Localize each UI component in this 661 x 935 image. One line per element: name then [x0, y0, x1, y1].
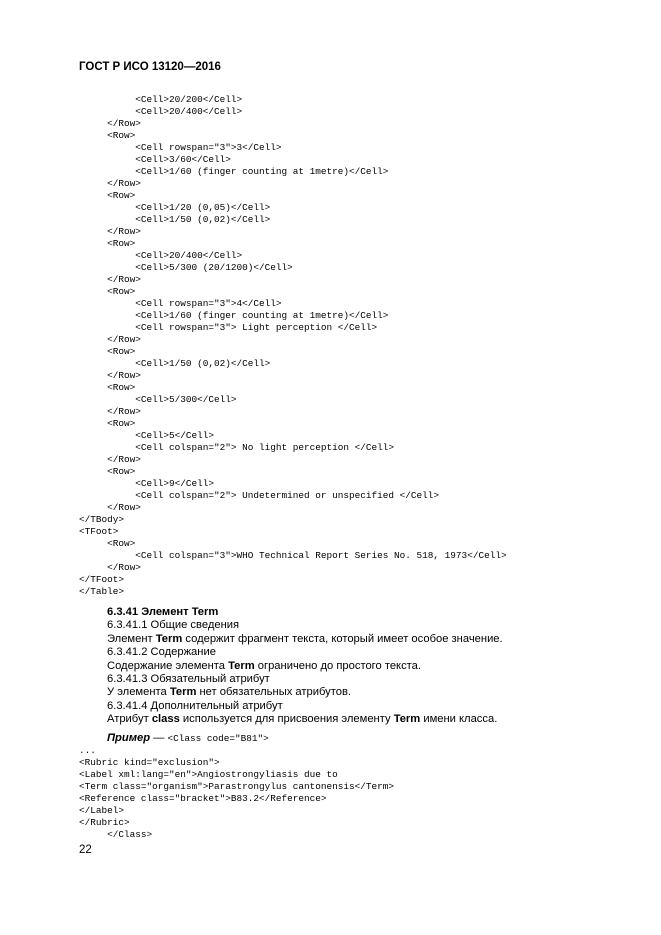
- code-line: </Row>: [79, 370, 141, 381]
- code-line: <Cell colspan="3">WHO Technical Report Series No. 518, 1973</Cell>: [79, 550, 507, 561]
- code-line: </Row>: [79, 334, 141, 345]
- term-keyword: Term: [228, 659, 255, 672]
- code-line: <Row>: [79, 238, 136, 249]
- code-line: <Cell rowspan="3">3</Cell>: [79, 142, 282, 153]
- code-line: <Cell>1/60 (finger counting at 1metre)</Cell>: [79, 166, 389, 177]
- subsection-optional-attribute: 6.3.41.4 Дополнительный атрибут: [107, 699, 283, 712]
- code-line: <Row>: [79, 190, 136, 201]
- code-line: </Row>: [79, 118, 141, 129]
- code-line: <Cell>3/60</Cell>: [79, 154, 231, 165]
- code-line: </Row>: [79, 226, 141, 237]
- code-line: <TFoot>: [79, 526, 119, 537]
- section-term-element: [107, 606, 627, 745]
- text: Элемент: [107, 632, 156, 645]
- paragraph-general: [107, 633, 627, 646]
- code-line: <Cell rowspan="3">4</Cell>: [79, 298, 282, 309]
- code-line: <Cell>9</Cell>: [79, 478, 215, 489]
- text: используется для присвоения элементу: [179, 713, 394, 726]
- subsection-general: 6.3.41.1 Общие сведения: [107, 619, 240, 632]
- subsection-content: 6.3.41.2 Содержание: [107, 646, 216, 659]
- text: У элемента: [107, 686, 170, 699]
- paragraph-required-attribute: [107, 686, 627, 699]
- code-line: <Row>: [79, 130, 136, 141]
- code-line: <Reference class="bracket">B83.2</Reference>: [79, 793, 327, 804]
- code-line: </TBody>: [79, 514, 125, 525]
- code-line: </Row>: [79, 406, 141, 417]
- code-line: </Row>: [79, 454, 141, 465]
- term-keyword: Term: [393, 713, 421, 726]
- document-header: ГОСТ Р ИСО 13120—2016: [79, 61, 221, 73]
- example-code-listing: [79, 745, 639, 841]
- paragraph-content: [107, 660, 627, 673]
- code-line: </Table>: [79, 586, 125, 597]
- code-line: <Row>: [79, 466, 136, 477]
- code-line: <Cell colspan="2"> Undetermined or unspecified </Cell>: [79, 490, 440, 501]
- code-line: <Cell>1/50 (0,02)</Cell>: [79, 358, 271, 369]
- code-line: </Row>: [79, 562, 141, 573]
- subsection-required-attribute: 6.3.41.3 Обязательный атрибут: [107, 673, 270, 686]
- code-line: </Class>: [79, 829, 153, 840]
- example-dash: —: [150, 731, 168, 744]
- code-line: ...: [79, 745, 96, 756]
- code-line: </TFoot>: [79, 574, 125, 585]
- text: ограничено до простого текста.: [254, 659, 421, 672]
- code-line: <Term class="organism">Parastrongylus cantonensis</Term>: [79, 781, 395, 792]
- code-line: <Label xml:lang="en">Angiostrongyliasis due to: [79, 769, 338, 780]
- code-line: <Row>: [79, 286, 136, 297]
- code-line: <Cell>5/300</Cell>: [79, 394, 237, 405]
- text: нет обязательных атрибутов.: [196, 686, 352, 699]
- code-line: <Row>: [79, 346, 136, 357]
- page-number: 22: [79, 844, 92, 856]
- code-line: <Rubric kind="exclusion">: [79, 757, 220, 768]
- code-line: </Row>: [79, 274, 141, 285]
- code-line: <Row>: [79, 538, 136, 549]
- code-line: <Cell>20/400</Cell>: [79, 106, 243, 117]
- text: содержит фрагмент текста, который имеет особое значение.: [182, 632, 503, 645]
- code-line: <Cell>1/60 (finger counting at 1metre)</Cell>: [79, 310, 389, 321]
- code-line: <Cell>20/400</Cell>: [79, 250, 243, 261]
- section-title: 6.3.41 Элемент Term: [107, 606, 219, 618]
- code-line: <Row>: [79, 418, 136, 429]
- code-line: <Row>: [79, 382, 136, 393]
- code-line: </Row>: [79, 178, 141, 189]
- term-keyword: Term: [155, 632, 183, 645]
- code-line: <Cell>5</Cell>: [79, 430, 215, 441]
- text: Содержание элемента: [107, 659, 229, 672]
- text: имени класса.: [420, 713, 498, 726]
- code-line: </Row>: [79, 502, 141, 513]
- code-line: <Cell colspan="2"> No light perception </Cell>: [79, 442, 395, 453]
- paragraph-optional-attribute: [107, 713, 627, 726]
- class-keyword: class: [151, 713, 180, 726]
- example-code: <Class code="B81">: [167, 732, 269, 744]
- xml-code-listing: [79, 94, 639, 598]
- code-line: <Cell>1/50 (0,02)</Cell>: [79, 214, 271, 225]
- code-line: </Rubric>: [79, 817, 130, 828]
- code-line: </Label>: [79, 805, 125, 816]
- text: Атрибут: [107, 713, 152, 726]
- code-line: <Cell>20/200</Cell>: [79, 94, 243, 105]
- example-intro: [107, 732, 627, 745]
- term-keyword: Term: [169, 686, 197, 699]
- code-line: <Cell>5/300 (20/1200)</Cell>: [79, 262, 293, 273]
- code-line: <Cell rowspan="3"> Light perception </Cell>: [79, 322, 378, 333]
- code-line: <Cell>1/20 (0,05)</Cell>: [79, 202, 271, 213]
- example-label: Пример: [107, 731, 151, 744]
